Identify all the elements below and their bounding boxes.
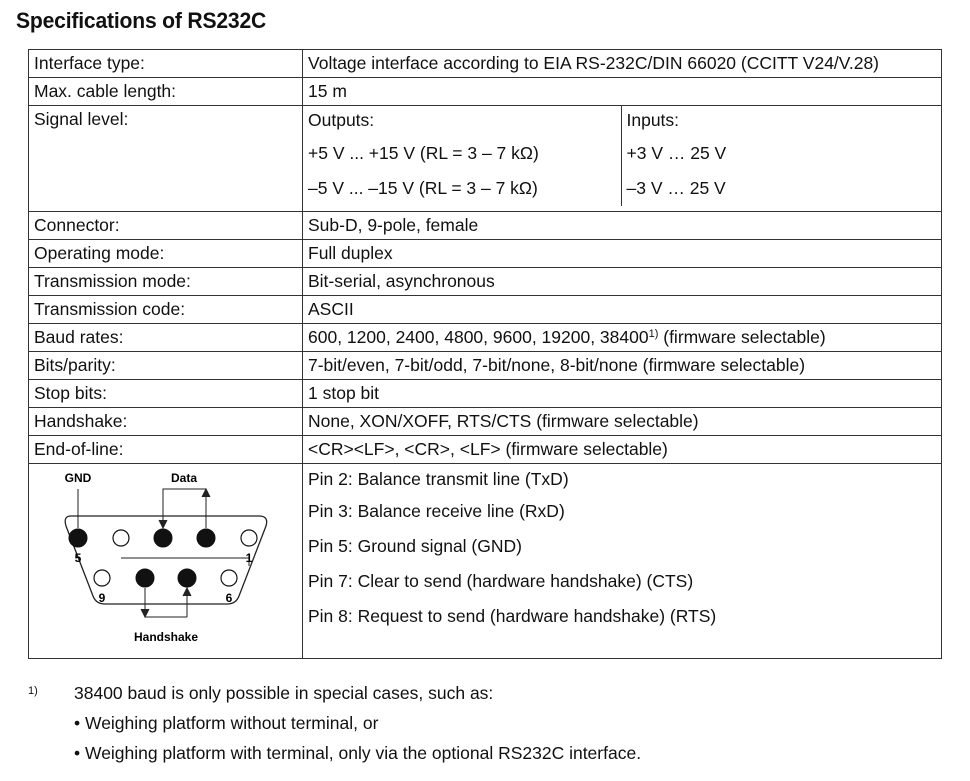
list-item: Pin 7: Clear to send (hardware handshake) (CTS) bbox=[308, 571, 694, 591]
interface-type-value: Voltage interface according to EIA RS-232C/DIN 66020 (CCITT V24/V.28) bbox=[303, 50, 942, 78]
handshake-label: Handshake bbox=[133, 630, 199, 644]
baud-rates-label: Baud rates: bbox=[29, 324, 303, 352]
table-row bbox=[29, 296, 942, 324]
specifications-table bbox=[28, 49, 942, 659]
table-row bbox=[29, 324, 942, 352]
operating-mode-value: Full duplex bbox=[303, 240, 942, 268]
outputs-header: Outputs: bbox=[308, 110, 375, 130]
table-row bbox=[29, 268, 942, 296]
interface-type-label: Interface type: bbox=[29, 50, 303, 78]
outputs-positive: +5 V ... +15 V (RL = 3 – 7 kΩ) bbox=[308, 143, 539, 163]
arrow-down-icon bbox=[141, 609, 149, 617]
pin-9 bbox=[94, 570, 110, 586]
baud-rates-suffix: (firmware selectable) bbox=[658, 327, 826, 347]
arrow-down-icon bbox=[159, 520, 167, 528]
signal-level-value bbox=[303, 106, 942, 212]
gnd-label: GND bbox=[64, 471, 92, 485]
handshake-value: None, XON/XOFF, RTS/CTS (firmware selectable) bbox=[303, 408, 942, 436]
handshake-leads bbox=[145, 588, 187, 617]
inputs-column bbox=[621, 106, 941, 206]
pin-assignment-list bbox=[303, 464, 942, 659]
pin-7 bbox=[178, 569, 196, 587]
arrow-up-icon bbox=[183, 588, 191, 596]
list-item: Pin 3: Balance receive line (RxD) bbox=[308, 501, 565, 521]
connector-inner-line bbox=[121, 558, 249, 566]
pin-number-6: 6 bbox=[225, 591, 233, 605]
outputs-column bbox=[303, 106, 621, 206]
pin-number-5: 5 bbox=[74, 551, 82, 565]
pin-4 bbox=[113, 530, 129, 546]
pin-3 bbox=[154, 529, 172, 547]
table-row bbox=[29, 240, 942, 268]
table-row bbox=[29, 106, 942, 212]
page-title: Specifications of RS232C bbox=[16, 8, 267, 33]
table-row bbox=[29, 352, 942, 380]
max-cable-length-value: 15 m bbox=[303, 78, 942, 106]
footnote-ref: 1) bbox=[648, 328, 659, 340]
signal-level-label: Signal level: bbox=[29, 106, 303, 212]
table-row bbox=[29, 380, 942, 408]
footnote-text: 38400 baud is only possible in special cases, such as: bbox=[74, 683, 494, 703]
pin-number-9: 9 bbox=[98, 591, 106, 605]
table-row bbox=[29, 50, 942, 78]
inputs-negative: –3 V … 25 V bbox=[626, 178, 726, 198]
list-item: Pin 8: Request to send (hardware handshake) (RTS) bbox=[308, 606, 717, 626]
table-row bbox=[29, 464, 942, 659]
handshake-label: Handshake: bbox=[29, 408, 303, 436]
pin-8 bbox=[136, 569, 154, 587]
pin-5 bbox=[69, 529, 87, 547]
signal-level-subtable bbox=[303, 106, 941, 206]
pin-1 bbox=[241, 530, 257, 546]
end-of-line-value: <CR><LF>, <CR>, <LF> (firmware selectable) bbox=[303, 436, 942, 464]
inputs-positive: +3 V … 25 V bbox=[626, 143, 727, 163]
data-leads bbox=[163, 489, 206, 528]
pin-number-1: 1 bbox=[245, 551, 253, 565]
transmission-mode-label: Transmission mode: bbox=[29, 268, 303, 296]
baud-rates-value bbox=[303, 324, 942, 352]
operating-mode-label: Operating mode: bbox=[29, 240, 303, 268]
max-cable-length-label: Max. cable length: bbox=[29, 78, 303, 106]
table-row bbox=[29, 408, 942, 436]
stop-bits-value: 1 stop bit bbox=[303, 380, 942, 408]
table-row bbox=[29, 436, 942, 464]
footnote-bullet: • Weighing platform without terminal, or bbox=[74, 713, 379, 733]
bits-parity-value: 7-bit/even, 7-bit/odd, 7-bit/none, 8-bit/none (firmware selectable) bbox=[303, 352, 942, 380]
inputs-header: Inputs: bbox=[626, 110, 680, 130]
connector-value: Sub-D, 9-pole, female bbox=[303, 212, 942, 240]
footnote-mark: 1) bbox=[28, 685, 38, 697]
sub-d-connector-diagram bbox=[29, 464, 303, 659]
bits-parity-label: Bits/parity: bbox=[29, 352, 303, 380]
list-item: Pin 2: Balance transmit line (TxD) bbox=[308, 469, 569, 489]
baud-rates-list: 600, 1200, 2400, 4800, 9600, 19200, 38400 bbox=[308, 327, 649, 347]
transmission-code-label: Transmission code: bbox=[29, 296, 303, 324]
transmission-mode-value: Bit-serial, asynchronous bbox=[303, 268, 942, 296]
footnote-bullet: • Weighing platform with terminal, only via the optional RS232C interface. bbox=[74, 743, 642, 763]
transmission-code-value: ASCII bbox=[303, 296, 942, 324]
table-row bbox=[29, 212, 942, 240]
stop-bits-label: Stop bits: bbox=[29, 380, 303, 408]
connector-label: Connector: bbox=[29, 212, 303, 240]
list-item: Pin 5: Ground signal (GND) bbox=[308, 536, 522, 556]
data-label: Data bbox=[170, 471, 198, 485]
connector-diagram-cell bbox=[29, 464, 303, 659]
pin-6 bbox=[221, 570, 237, 586]
arrow-up-icon bbox=[202, 489, 210, 497]
end-of-line-label: End-of-line: bbox=[29, 436, 303, 464]
pin-2 bbox=[197, 529, 215, 547]
outputs-negative: –5 V ... –15 V (RL = 3 – 7 kΩ) bbox=[308, 178, 538, 198]
table-row bbox=[29, 78, 942, 106]
